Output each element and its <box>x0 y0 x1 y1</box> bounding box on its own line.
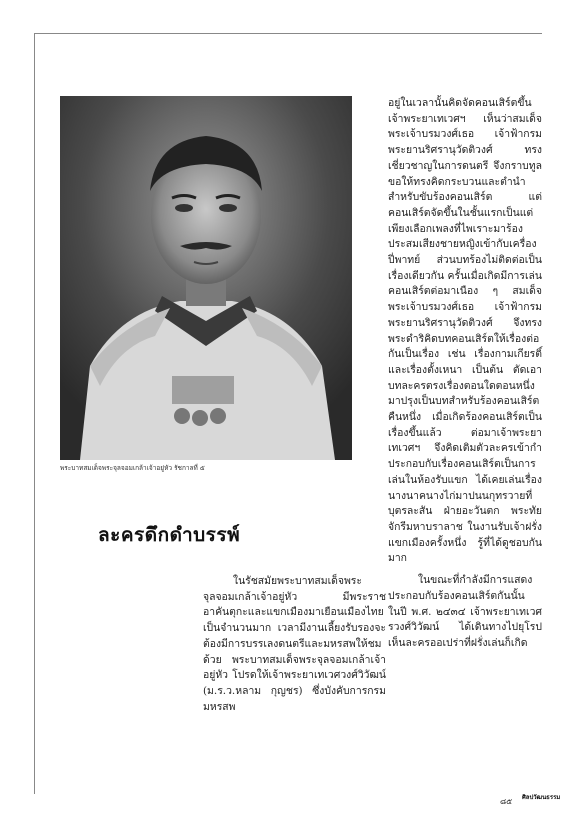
photo-caption: พระบาทสมเด็จพระจุลจอมเกล้าเจ้าอยู่หัว รัชกาลที่ ๕ <box>60 464 205 472</box>
article-title: ละครดึกดำบรรพ์ <box>98 524 241 546</box>
left-paragraph: ในรัชสมัยพระบาทสมเด็จพระจุลจอมเกล้าเจ้าอยู่หัว มีพระราชอาคันตุกะและแขกเมืองมาเยือนเมืองไทยเป็นจำนวนมาก เวลามีงานเลี้ยงรับรองจะต้องมีการบรรเลงดนตรีและมหรสพให้ชมด้วย พระบาทสมเด็จพระจุลจอมเกล้าเจ้าอยู่หัว โปรดให้เจ้าพระยาเทเวศวงศ์วิวัฒน์ (ม.ร.ว.หลาม กุญชร) ซึ่งบังคับการกรมมหรสพ <box>203 575 386 713</box>
left-text-column <box>203 574 386 715</box>
portrait-photo <box>60 96 352 460</box>
portrait-illustration <box>60 96 352 460</box>
right-text-column <box>388 96 542 652</box>
right-paragraph-1: อยู่ในเวลานั้นคิดจัดคอนเสิร์ตขึ้น เจ้าพระยาเทเวศฯ เห็นว่าสมเด็จพระเจ้าบรมวงศ์เธอ เจ้าฟ้ากรมพระยานริศรานุวัดติวงศ์ ทรงเชี่ยวชาญในการดนตรี จึงกราบทูลขอให้ทรงคิดกระบวนและตำนำสำหรับขับร้องคอนเสิร์ต แต่คอนเสิร์ตจัดขึ้นในชั้นแรกเป็นแต่เพียงเลือกเพลงที่ไพเราะมาร้องประสมเสียงชายหญิงเข้ากับเครื่องปี่พาทย์ ส่วนบทร้องไม่ติดต่อเป็นเรื่องเดียวกัน ครั้นเมื่อเกิดมีการเล่นคอนเสิร์ตต่อมาเนือง ๆ สมเด็จพระเจ้าบรมวงศ์เธอ เจ้าฟ้ากรมพระยานริศรานุวัดติวงศ์ จึงทรงพระดำริคิดบทคอนเสิร์ตให้เรื่องต่อกันเป็นเรื่อง เช่น เรื่องกามเกียรติ์ และเรื่องตั้งเหนา เป็นต้น ตัดเอาบทละครตรงเรื่องตอนใดตอนหนึ่งมาปรุงเป็นบทสำหรับร้องคอนเสิร์ต คืนหนึ่ง เมื่อเกิดร้องคอนเสิร์ตเป็นเรื่องขึ้นแล้ว ต่อมาเจ้าพระยาเทเวศฯ จึงคิดเติมตัวละครเข้ากำประกอบกับเรื่องคอนเสิร์ตเป็นการเล่นในห้องรับแขก ได้เคยเล่นเรื่องนางนาคนางไก่มาปนนกุทรวายที่บุตรละสัน ฝ่ายอะวันตก พระทัยจักรีมหาบราลาช ในงานรับเจ้าฝรั่งแขกเมืองครั้งหนึ่ง รู้ที่ได้ดูชอบกันมาก <box>388 97 542 565</box>
right-paragraph-2: ในขณะที่กำลังมีการแสดงประกอบกับร้องคอนเสิร์ตกันนั้น ในปี พ.ศ. ๒๔๓๔ เจ้าพระยาเทเวศรวงศ์วิวัฒน์ ได้เดินทางไปยุโรป เห็นละครออเปร่าที่ฝรั่งเล่นก็เกิด <box>388 574 542 649</box>
page-number: ๘๕ <box>500 797 513 806</box>
magazine-logo: ศิลปวัฒนธรรม <box>522 794 561 801</box>
